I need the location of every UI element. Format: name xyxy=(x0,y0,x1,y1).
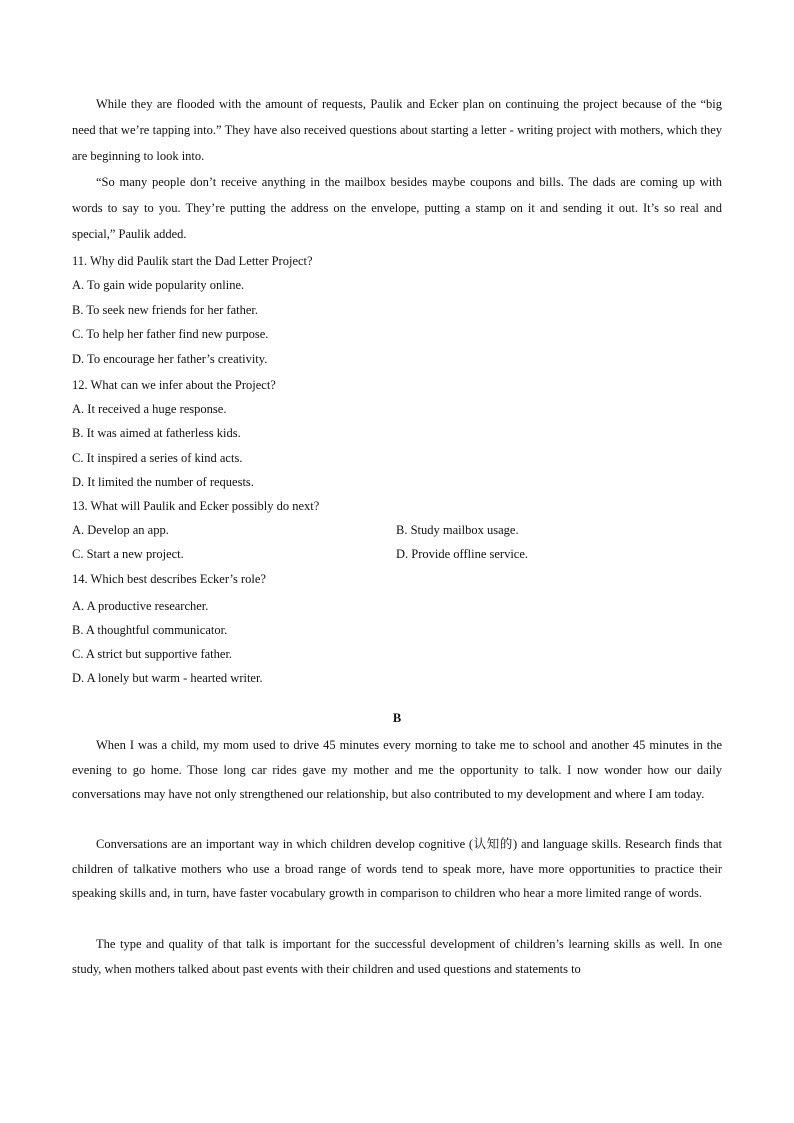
answer-option: D. A lonely but warm - hearted writer. xyxy=(72,671,263,685)
answer-option: C. It inspired a series of kind acts. xyxy=(72,451,243,465)
passage-paragraph: Conversations are an important way in which children develop cognitive (认知的) and language skills. Research finds that children of talkative mothers who use a broad range of words tend to speak more, have more opportunities to practice their speaking skills and, in turn, have faster vocabulary growth in comparison to children who hear a more limited range of words. xyxy=(72,837,722,901)
answer-option: B. To seek new friends for her father. xyxy=(72,303,258,317)
answer-option: A. A productive researcher. xyxy=(72,599,209,613)
passage-paragraph: “So many people don’t receive anything in the mailbox besides maybe coupons and bills. The dads are coming up with words to say to you. They’re putting the address on the envelope, putting a stamp on it and sending it out. It’s so real and special,” Paulik added. xyxy=(72,175,722,241)
section-heading: B xyxy=(392,711,402,725)
answer-option: C. To help her father find new purpose. xyxy=(72,327,269,341)
answer-option: C. A strict but supportive father. xyxy=(72,647,233,661)
answer-option: B. A thoughtful communicator. xyxy=(72,623,228,637)
answer-option: A. To gain wide popularity online. xyxy=(72,278,245,292)
answer-option: B. Study mailbox usage. xyxy=(396,523,519,537)
question-stem: 13. What will Paulik and Ecker possibly do next? xyxy=(72,499,320,513)
answer-option: B. It was aimed at fatherless kids. xyxy=(72,426,241,440)
passage-paragraph: When I was a child, my mom used to drive 45 minutes every morning to take me to school and another 45 minutes in the evening to go home. Those long car rides gave my mother and me the opportunity to talk. I now wonder how our daily conversations may have not only strengthened our relationship, but also contributed to my development and where I am today. xyxy=(72,738,722,802)
answer-option: D. Provide offline service. xyxy=(396,547,529,561)
answer-option: D. It limited the number of requests. xyxy=(72,475,254,489)
answer-option: A. Develop an app. xyxy=(72,523,169,537)
passage-paragraph: While they are flooded with the amount of requests, Paulik and Ecker plan on continuing the project because of the “big need that we’re tapping into.” They have also received questions about starting a letter - writing project with mothers, which they are beginning to look into. xyxy=(72,97,722,163)
answer-option: A. It received a huge response. xyxy=(72,402,227,416)
answer-option: D. To encourage her father’s creativity. xyxy=(72,352,268,366)
question-stem: 12. What can we infer about the Project? xyxy=(72,378,276,392)
answer-option: C. Start a new project. xyxy=(72,547,184,561)
passage-paragraph: The type and quality of that talk is important for the successful development of children’s learning skills as well. In one study, when mothers talked about past events with their children and used questions and statements to xyxy=(72,937,722,976)
question-stem: 14. Which best describes Ecker’s role? xyxy=(72,572,266,586)
question-stem: 11. Why did Paulik start the Dad Letter Project? xyxy=(72,254,313,268)
